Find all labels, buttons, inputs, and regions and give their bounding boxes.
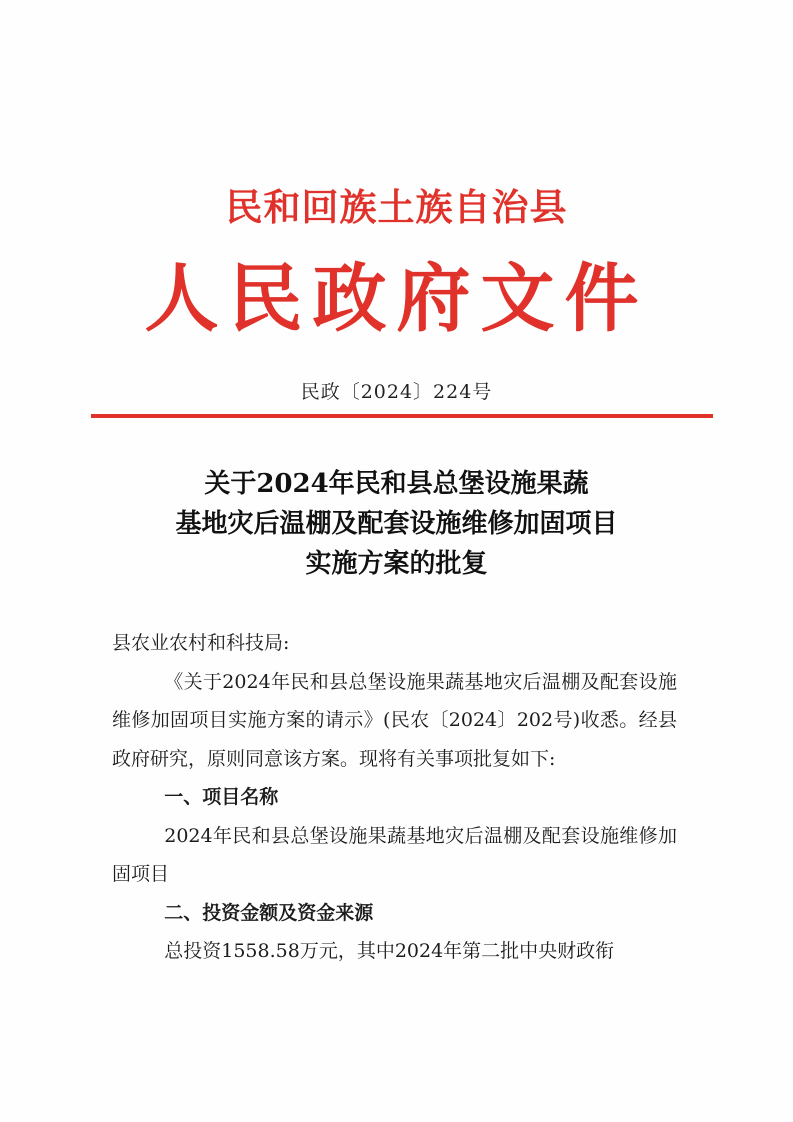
document-number: 民政〔2024〕224号 bbox=[300, 381, 493, 403]
document-body bbox=[112, 624, 677, 971]
document-type-title: 人民政府文件 bbox=[144, 256, 649, 342]
title-line-3: 实施方案的批复 bbox=[305, 549, 488, 579]
issuer-name: 民和回族土族自治县 bbox=[225, 185, 568, 229]
title-line-2: 基地灾后温棚及配套设施维修加固项目 bbox=[175, 509, 618, 539]
section-heading-investment: 二、投资金额及资金来源 bbox=[164, 901, 374, 924]
red-separator-line bbox=[91, 414, 713, 418]
intro-paragraph: 《关于2024年民和县总堡设施果蔬基地灾后温棚及配套设施维修加固项目实施方案的请示》(民农〔2024〕202号)收悉。经县政府研究，原则同意该方案。现将有关事项批复如下: bbox=[112, 670, 677, 770]
section-heading-project-name: 一、项目名称 bbox=[164, 786, 279, 808]
recipient-line: 县农业农村和科技局: bbox=[112, 632, 290, 654]
project-name-text: 2024年民和县总堡设施果蔬基地灾后温棚及配套设施维修加固项目 bbox=[112, 824, 677, 885]
investment-text: 总投资1558.58万元，其中2024年第二批中央财政衔 bbox=[164, 940, 615, 962]
document-title bbox=[0, 464, 793, 584]
title-line-1: 关于2024年民和县总堡设施果蔬 bbox=[204, 469, 589, 499]
